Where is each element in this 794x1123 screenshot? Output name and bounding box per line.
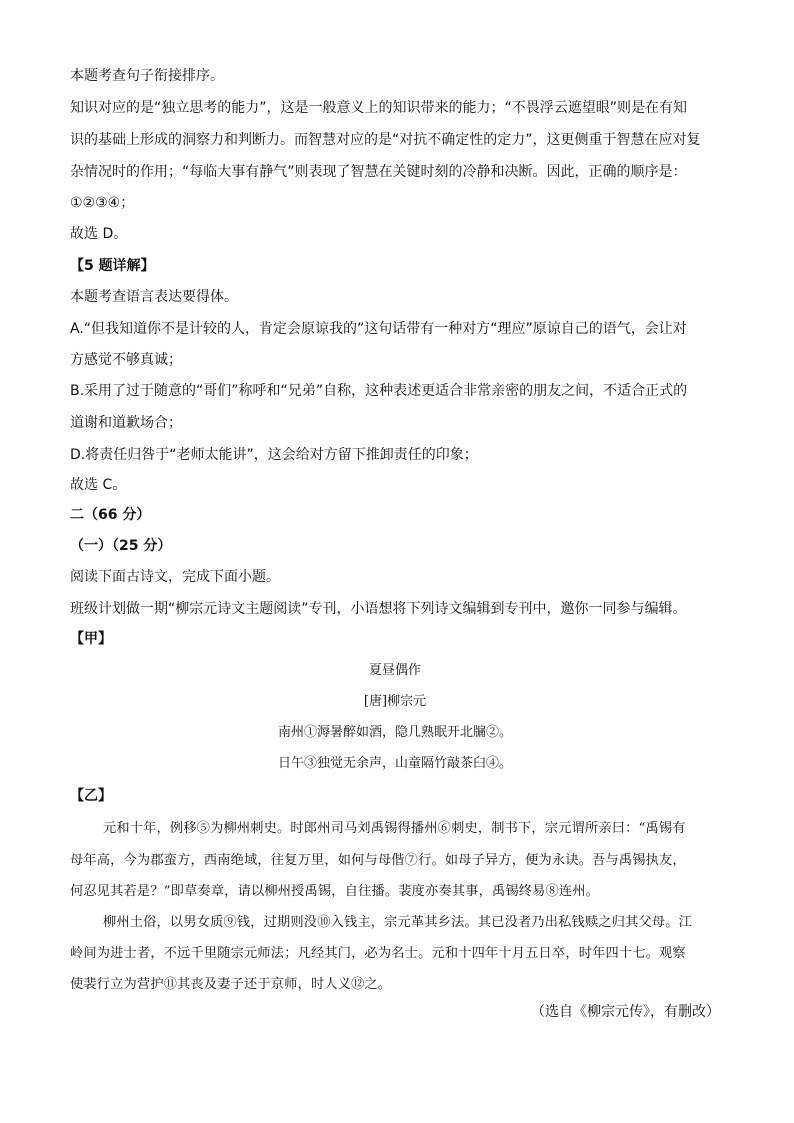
passage-label: 【乙】 — [70, 788, 112, 804]
classical-line: 何忍见其若是？”即草奏章，请以柳州授禹锡，自往播。裴度亦奏其事，禹锡终易⑧连州。 — [70, 884, 600, 899]
text-line: 故选 D。 — [70, 226, 128, 242]
section-heading: 【5 题详解】 — [70, 258, 155, 274]
text-line: 本题考查句子衔接排序。 — [70, 68, 224, 84]
source-citation: （选自《柳宗元传》，有删改） — [531, 1004, 720, 1020]
passage-label: 【甲】 — [70, 631, 112, 647]
classical-line: 柳州土俗，以男女质⑨钱，过期则没⑩入钱主，宗元革其乡法。其已没者乃出私钱赎之归其父母。江 — [103, 915, 693, 930]
poem-line: 日午③独觉无余声，山童隔竹敲茶臼④。 — [277, 756, 512, 771]
text-line: 班级计划做一期“柳宗元诗文主题阅读”专刊，小语想将下列诗文编辑到专刊中，邀你一同参与编辑。 — [70, 601, 687, 617]
text-line: 识的基础上形成的洞察力和判断力。而智慧对应的是“对抗不确定性的定力”，这更侧重于智慧在应对复 — [70, 132, 701, 148]
poem-author: [唐]柳宗元 — [363, 694, 427, 709]
text-line: D.将责任归咎于“老师太能讲”，这会给对方留下推卸责任的印象； — [70, 447, 478, 463]
classical-line: 母年高，今为郡蛮方，西南绝域，往复万里，如何与母偕⑦行。如母子异方，便为永诀。吾与禹锡执友， — [70, 853, 686, 868]
text-line: A.“但我知道你不是计较的人，肯定会原谅我的”这句话带有一种对方“理应”原谅自己的语气，会让对 — [70, 321, 687, 337]
text-line: ①②③④； — [70, 195, 135, 211]
classical-line: 使裴行立为营护⑪其丧及妻子还于京师，时人义⑫之。 — [70, 977, 392, 992]
text-line: 道谢和道歉场合； — [70, 415, 182, 431]
classical-line: 岭间为进士者，不远千里随宗元师法；凡经其门，必为名士。元和十四年十月五日卒，时年四十七。观察 — [70, 946, 686, 961]
text-line: 方感觉不够真诚； — [70, 352, 182, 368]
text-line: 杂情况时的作用；“每临大事有静气”则表现了智慧在关键时刻的冷静和决断。因此，正确的顺序是： — [70, 164, 687, 180]
text-line: 本题考查语言表达要得体。 — [70, 289, 238, 305]
text-line: B.采用了过于随意的“哥们”称呼和“兄弟”自称，这种表述更适合非常亲密的朋友之间，不适合正式的 — [70, 383, 688, 399]
classical-line: 元和十年，例移⑤为柳州刺史。时郎州司马刘禹锡得播州⑥刺史，制书下，宗元谓所亲曰：“禹锡有 — [103, 821, 686, 836]
text-line: 故选 C。 — [70, 477, 127, 493]
poem-title: 夏昼偶作 — [368, 663, 421, 678]
text-line: 阅读下面古诗文，完成下面小题。 — [70, 569, 280, 585]
poem-line: 南州①溽暑醉如酒，隐几熟眠开北牖②。 — [277, 725, 512, 740]
text-line: 知识对应的是“独立思考的能力”，这是一般意义上的知识带来的能力；“不畏浮云遮望眼”则是在有知 — [70, 100, 688, 116]
section-heading: 二（66 分） — [70, 507, 151, 523]
section-heading: （一）（25 分） — [70, 538, 172, 554]
